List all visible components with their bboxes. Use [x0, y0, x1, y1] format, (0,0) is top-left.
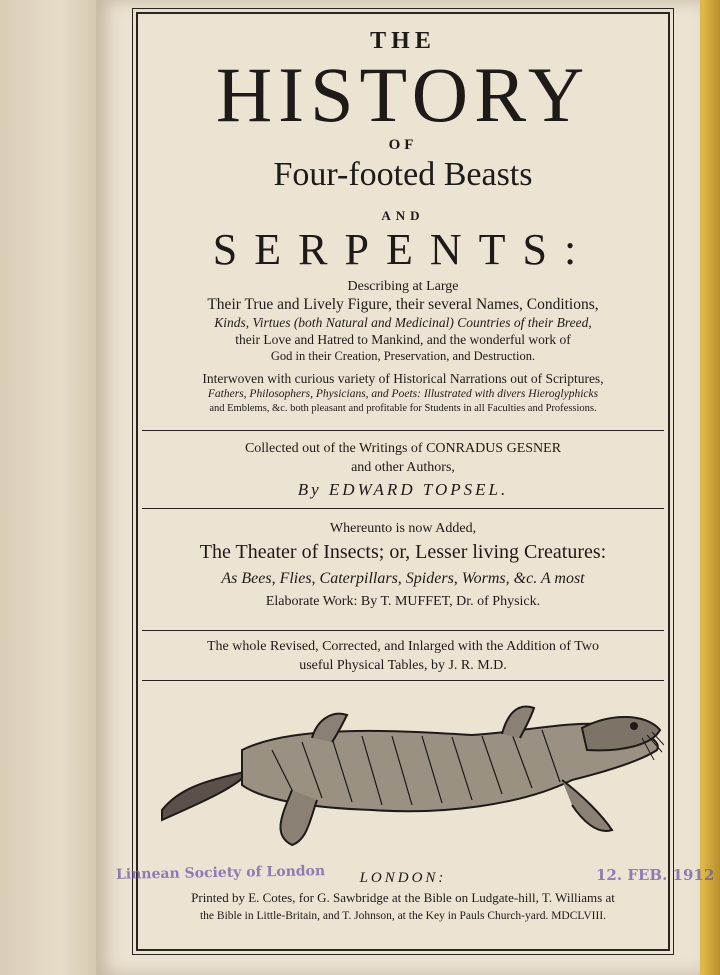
subtitle-line-1: Describing at Large: [347, 279, 459, 294]
divider-rule: [142, 680, 664, 681]
title-serpents: SERPENTS:: [212, 225, 594, 274]
page-frame: [115, 12, 715, 951]
subtitle-line-7: Fathers, Philosophers, Physicians, and Poets: Illustrated with divers Hieroglyphicks: [207, 388, 599, 400]
subtitle-line-2: Their True and Lively Figure, their several Names, Conditions,: [207, 296, 599, 313]
revised-line-1: The whole Revised, Corrected, and Inlarged with the Addition of Two: [207, 639, 599, 654]
imprint-line-1: Printed by E. Cotes, for G. Sawbridge at the Bible on Ludgate-hill, T. Williams at: [191, 890, 615, 905]
divider-rule: [142, 430, 664, 431]
collected-line: Collected out of the Writings of CONRADUS GESNER: [244, 441, 562, 456]
revised-line-2: useful Physical Tables, by J. R. M.D.: [299, 658, 507, 673]
title-page: [96, 0, 715, 975]
woodcut-beast-icon: [142, 690, 664, 860]
elaborate-line: Elaborate Work: By T. MUFFET, Dr. of Physick.: [265, 594, 541, 609]
whereunto-line: Whereunto is now Added,: [329, 521, 477, 536]
divider-rule: [142, 630, 664, 631]
title-of: OF: [388, 137, 418, 153]
subtitle-line-8: and Emblems, &c. both pleasant and profitable for Students in all Faculties and Professions.: [209, 403, 597, 414]
subtitle-line-6: Interwoven with curious variety of Historical Narrations out of Scriptures,: [202, 371, 604, 386]
library-stamp: Linnean Society of London: [115, 863, 326, 883]
subtitle-line-5: God in their Creation, Preservation, and Destruction.: [270, 349, 536, 363]
subtitle-line-3: Kinds, Virtues (both Natural and Medicinal) Countries of their Breed,: [214, 315, 592, 330]
imprint-line-2: the Bible in Little-Britain, and T. Johnson, at the Key in Pauls Church-yard. MDCLVIII.: [199, 910, 607, 922]
other-authors-line: and other Authors,: [351, 460, 455, 475]
title-the: THE: [370, 28, 436, 54]
date-stamp: 12. FEB. 1912: [596, 866, 715, 884]
subtitle-line-4: their Love and Hatred to Mankind, and the wonderful work of: [235, 332, 571, 347]
imprint-city: LONDON:: [359, 870, 447, 886]
title-history: HISTORY: [215, 51, 591, 138]
bees-line: As Bees, Flies, Caterpillars, Spiders, Worms, &c. A most: [221, 570, 585, 587]
title-and: AND: [381, 208, 425, 223]
author-line: By EDWARD TOPSEL.: [297, 480, 509, 499]
theater-line: The Theater of Insects; or, Lesser living Creatures:: [199, 541, 607, 563]
title-beasts: Four-footed Beasts: [273, 156, 533, 193]
divider-rule: [142, 508, 664, 509]
